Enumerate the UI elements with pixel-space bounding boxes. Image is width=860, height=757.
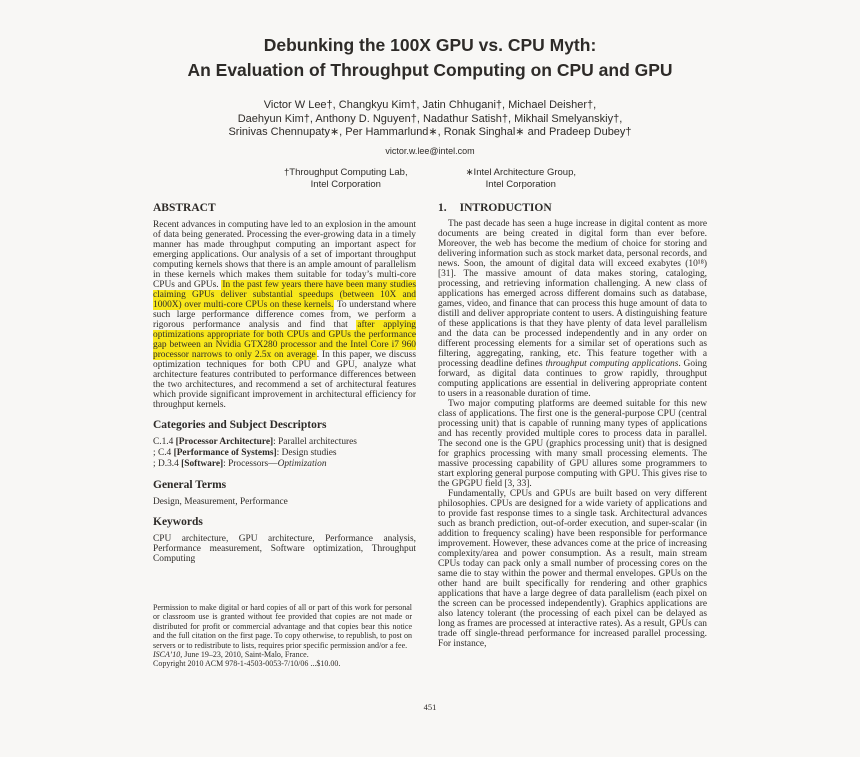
author-line-2: Daehyun Kim†, Anthony D. Nguyen†, Nadathur Satish†, Mikhail Smelyanskiy†, (237, 112, 623, 125)
contact-email: victor.w.lee@intel.com (385, 146, 475, 156)
abstract-text (153, 220, 416, 410)
category-item-1 (153, 437, 416, 448)
introduction-para-1-text: The past decade has seen a huge increase in digital content as more documents are being created in digital form than ever before. Moreover, the web has become the medium of choice for storing and delivering information such as stock market data, personal records, and news. Soon, the amount of digital data will exceed exabytes (10¹⁸) [31]. The massive amount of data makes storing, cataloging, processing, and retrieving information challenging. A new class of applications has emerged across different domains such as database, games, video, and finance that can process this huge amount of data to distill and deliver appropriate content to users. A distinguishing feature of these applications is that they have plenty of data level parallelism and the data can be processed independently and in any order on different processing elements for a similar set of operations such as filtering, aggregating, ranking, etc. This feature together with a processing deadline defines (438, 219, 707, 369)
category-2-code: ; C.4 (153, 448, 174, 458)
abstract-heading: ABSTRACT (153, 202, 216, 214)
categories-heading: Categories and Subject Descriptors (153, 419, 327, 431)
page-number: 451 (423, 702, 437, 712)
venue-name: ISCA’10, (153, 650, 183, 660)
category-1-title: [Processor Architecture] (175, 437, 274, 447)
introduction-heading (438, 202, 707, 215)
category-item-2 (153, 448, 416, 459)
author-list (0, 99, 860, 140)
author-line-3: Srinivas Chennupaty∗, Per Hammarlund∗, Ronak Singhal∗ and Pradeep Dubey† (228, 126, 632, 138)
affiliation-intel-arch-group (466, 167, 576, 190)
venue-line (153, 650, 412, 659)
category-2-title: [Performance of Systems] (173, 448, 277, 458)
paper-title (0, 33, 860, 83)
introduction-para-1 (438, 219, 707, 399)
introduction-para-2: Two major computing platforms are deemed suitable for this new class of applications. The first one is the general-purpose CPU (central processing unit) that is capable of running many types of applications and has recently provided multiple cores to process data in parallel. The second one is the GPU (graphics processing unit) that is designed for graphics processing with many small processing elements. The massive processing capability of GPU allures some programmers to start exploring general purpose computing with GPU. This gives rise to the GPGPU field [3, 33]. (438, 399, 707, 489)
category-3-detail: : Processors— (223, 459, 278, 469)
abstract-between-highlights: To understand where such large performance difference comes from, we perform a rigorous performance analysis and find that (153, 300, 416, 330)
category-3-title: [Software] (181, 459, 224, 469)
category-1-code: C.1.4 (153, 437, 176, 447)
affiliation-throughput-lab-name: †Throughput Computing Lab, (284, 167, 408, 178)
highlight-speedup-claim: In the past few years there have been many studies claiming GPUs deliver substantial speedups (between 10X and 1000X) over multi-core CPUs on these kernels. (153, 280, 416, 310)
highlight-performance-gap: after applying optimizations appropriate for both CPUs and GPUs the performance gap between an Nvidia GTX280 processor and the Intel Core i7 960 processor narrows to only 2.5x on average (153, 320, 416, 360)
category-1-detail: : Parallel architectures (273, 437, 357, 447)
general-terms-text: Design, Measurement, Performance (153, 497, 288, 507)
introduction-para-1-italic-term: throughput computing applications (545, 359, 679, 369)
keywords-text: CPU architecture, GPU architecture, Performance analysis, Performance measurement, Software optimization, Throughput Computing (153, 534, 416, 564)
right-column (438, 202, 707, 649)
introduction-heading-number: 1. (438, 202, 447, 214)
abstract-post-highlight: . In this paper, we discuss optimization techniques for both CPU and GPU, analyze what architecture features contributed to performance differences between the two architectures, and recommend a set of architectural features which provide significant improvement in architectural efficiency for throughput kernels. (153, 350, 416, 410)
permission-notice: Permission to make digital or hard copies of all or part of this work for personal or classroom use is granted without fee provided that copies are not made or distributed for profit or commercial advantage and that copies bear this notice and the full citation on the first page. To copy otherwise, to republish, to post on servers or to redistribute to lists, requires prior specific permission and/or a fee. (153, 603, 412, 650)
affiliations (0, 167, 860, 190)
introduction-para-1-tail: . Going forward, as digital data continues to grow rapidly, throughput computing applications are essential in delivering appropriate content to users in a reasonable duration of time. (438, 359, 707, 399)
copyright-footnote (153, 603, 412, 669)
body-columns (153, 202, 707, 712)
introduction-para-3: Fundamentally, CPUs and GPUs are built based on very different philosophies. CPUs are designed for a wide variety of applications and to provide fast response times to a single task. Architectural advances such as branch prediction, out-of-order execution, and super-scalar (in addition to frequency scaling) have been responsible for performance improvement. However, these advances come at the price of increasing complexity/area and power consumption. As a result, main stream CPUs today can pack only a small number of processing cores on the same die to stay within the power and thermal envelopes. GPUs on the other hand are built specifically for rendering and other graphics applications that have a large degree of data parallelism (each pixel on the screen can be processed independently). Graphics applications are also latency tolerant (the processing of each pixel can be delayed as long as frames are processed at interactive rates). As a result, GPUs can trade off single-thread performance for increased parallel processing. For instance, (438, 489, 707, 649)
affiliation-intel-arch-group-name: ∗Intel Architecture Group, (465, 167, 576, 178)
category-3-code: ; D.3.4 (153, 459, 182, 469)
category-3-italic-detail: Optimization (277, 459, 327, 469)
copyright-line: Copyright 2010 ACM 978-1-4503-0053-7/10/06 ...$10.00. (153, 659, 341, 669)
paper-title-line2: An Evaluation of Throughput Computing on CPU and GPU (187, 60, 673, 80)
general-terms-heading: General Terms (153, 479, 227, 491)
venue-date-location: June 19–23, 2010, Saint-Malo, France. (182, 650, 309, 660)
author-line-1: Victor W Lee†, Changkyu Kim†, Jatin Chhugani†, Michael Deisher†, (263, 99, 597, 111)
abstract-pre-highlight: Recent advances in computing have led to an explosion in the amount of data being generated. Processing the ever-growing data in a timely manner has made throughput computing an important aspect for emerging applications. Our analysis of a set of important throughput computing kernels shows that there is an ample amount of parallelism in these kernels which makes them suitable for today’s multi-core CPUs and GPUs. (153, 220, 416, 290)
category-2-detail: : Design studies (276, 448, 337, 458)
affiliation-throughput-lab (284, 167, 408, 190)
left-column (153, 202, 416, 712)
paper-title-line1: Debunking the 100X GPU vs. CPU Myth: (263, 35, 597, 55)
introduction-heading-label: INTRODUCTION (459, 202, 552, 214)
keywords-heading: Keywords (153, 516, 203, 528)
category-item-3 (153, 459, 416, 470)
affiliation-throughput-lab-org: Intel Corporation (310, 178, 381, 190)
affiliation-intel-arch-group-org: Intel Corporation (485, 178, 556, 190)
